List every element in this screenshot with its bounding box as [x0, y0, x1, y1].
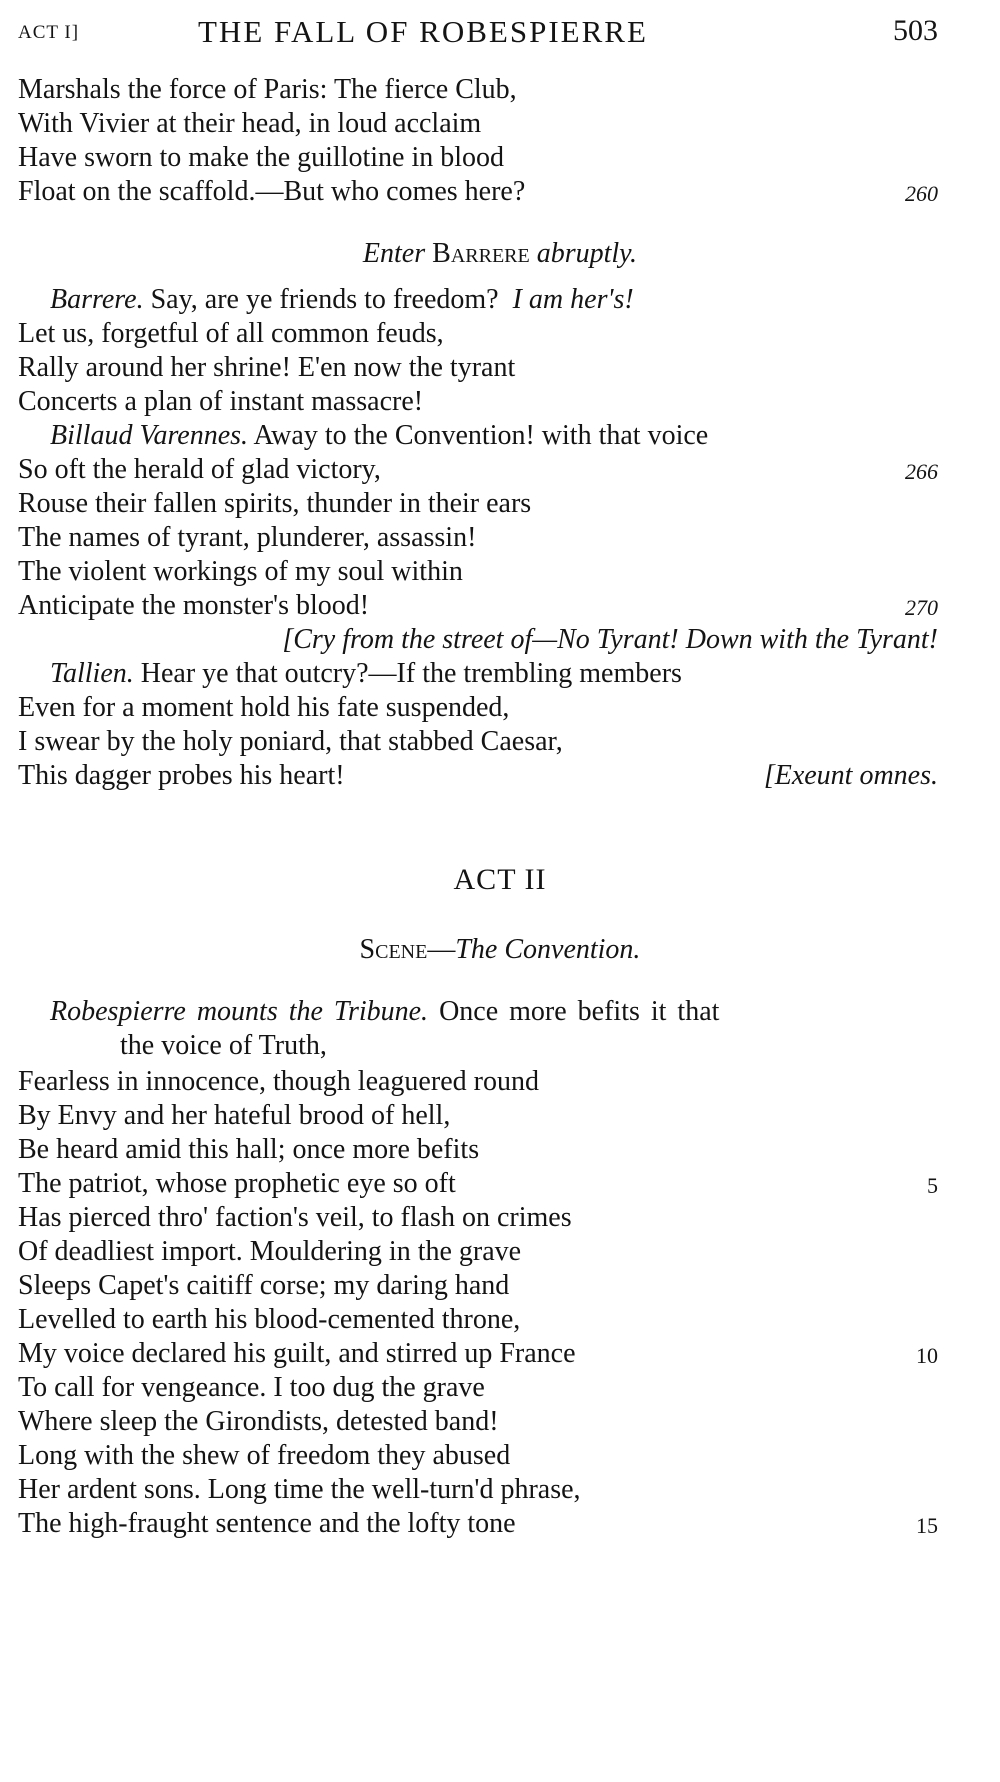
verse-line	[18, 1098, 938, 1134]
verse-line	[18, 1200, 938, 1236]
scene-heading: Scene—The Convention.	[359, 934, 641, 965]
verse-line	[18, 1234, 938, 1270]
verse-line	[18, 1506, 938, 1542]
verse-text: Rouse their fallen spirits, thunder in their ears	[18, 488, 532, 519]
verse-line	[18, 554, 938, 590]
verse-text: Marshals the force of Paris: The fierce Club,	[18, 74, 517, 105]
verse-line	[18, 174, 938, 210]
line-number: 266	[905, 459, 938, 484]
verse-text: the voice of Truth,	[120, 1030, 327, 1061]
verse-text: So oft the herald of glad victory,	[18, 454, 381, 485]
speech-line	[50, 282, 938, 318]
verse-line	[18, 1132, 938, 1168]
speaker-name: Billaud Varennes.	[50, 420, 249, 451]
verse-line	[18, 106, 938, 142]
verse-line	[18, 1404, 938, 1440]
stage-enter-word: Enter	[362, 238, 426, 269]
verse-line	[18, 1336, 938, 1372]
speech-line	[50, 418, 938, 454]
verse-text: To call for vengeance. I too dug the grave	[18, 1372, 485, 1403]
verse-text: Fearless in innocence, though leaguered round	[18, 1066, 539, 1097]
running-header	[18, 8, 938, 52]
verse-text: I swear by the holy poniard, that stabbed Caesar,	[18, 726, 563, 757]
verse-text: With Vivier at their head, in loud acclaim	[18, 108, 482, 139]
line-number: 260	[905, 181, 938, 206]
verse-line	[18, 452, 938, 488]
line-number: 270	[905, 595, 938, 620]
verse-text: Float on the scaffold.—But who comes here?	[18, 176, 526, 207]
header-title: THE FALL OF ROBESPIERRE	[198, 14, 648, 49]
verse-line	[18, 1268, 938, 1304]
verse-line	[18, 690, 938, 726]
verse-text: My voice declared his guilt, and stirred up France	[18, 1338, 576, 1369]
line-number: 10	[916, 1343, 938, 1368]
header-act-label: ACT I]	[18, 22, 80, 43]
verse-text: Let us, forgetful of all common feuds,	[18, 318, 444, 349]
page-number: 503	[893, 14, 938, 47]
verse-line	[18, 72, 938, 108]
stage-direction-text: [Cry from the street of—No Tyrant! Down with the Tyrant!	[282, 624, 938, 655]
stage-direction-cry	[80, 622, 938, 658]
verse-text: Say, are ye friends to freedom?	[150, 284, 499, 315]
verse-text: Where sleep the Girondists, detested band!	[18, 1406, 499, 1437]
verse-text: The names of tyrant, plunderer, assassin!	[18, 522, 477, 553]
stage-direction-exit: [Exeunt omnes.	[763, 760, 938, 791]
speech-line	[50, 656, 938, 692]
verse-text: Away to the Convention! with that voice	[253, 420, 709, 451]
verse-line	[18, 1472, 938, 1508]
line-number: 15	[916, 1513, 938, 1538]
stage-direction-enter	[0, 236, 1000, 272]
verse-line-continuation	[120, 1028, 938, 1064]
speaker-name: Tallien.	[50, 658, 134, 689]
verse-text: Once more befits it that	[439, 996, 720, 1027]
verse-text: Her ardent sons. Long time the well-turn'd phrase,	[18, 1474, 581, 1505]
verse-text: Concerts a plan of instant massacre!	[18, 386, 424, 417]
act-heading	[0, 862, 1000, 898]
verse-line	[18, 1302, 938, 1338]
verse-line	[18, 384, 938, 420]
verse-italic-text: I am her's!	[512, 284, 634, 315]
verse-text: Even for a moment hold his fate suspended,	[18, 692, 510, 723]
stage-character-name: Barrere	[432, 238, 530, 269]
verse-text: Hear ye that outcry?—If the trembling members	[140, 658, 682, 689]
verse-line	[18, 140, 938, 176]
verse-line	[18, 1166, 938, 1202]
verse-line	[18, 588, 938, 624]
verse-text: This dagger probes his heart!	[18, 760, 345, 791]
verse-text: Rally around her shrine! E'en now the tyrant	[18, 352, 516, 383]
verse-text: Of deadliest import. Mouldering in the grave	[18, 1236, 522, 1267]
scene-place: The Convention.	[455, 934, 641, 965]
verse-line	[18, 1064, 938, 1100]
stage-manner: abruptly.	[536, 238, 638, 269]
scene-label: Scene	[359, 934, 428, 965]
verse-line	[18, 724, 938, 760]
verse-text: Sleeps Capet's caitiff corse; my daring hand	[18, 1270, 510, 1301]
verse-text: The patriot, whose prophetic eye so oft	[18, 1168, 456, 1199]
speaker-name: Barrere.	[50, 284, 144, 315]
verse-line	[18, 350, 938, 386]
verse-text: Have sworn to make the guillotine in blood	[18, 142, 505, 173]
verse-text: Be heard amid this hall; once more befits	[18, 1134, 480, 1165]
verse-text: Anticipate the monster's blood!	[18, 590, 370, 621]
verse-text: Long with the shew of freedom they abused	[18, 1440, 511, 1471]
line-number: 5	[927, 1173, 938, 1198]
verse-text: The high-fraught sentence and the lofty tone	[18, 1508, 516, 1539]
verse-text: The violent workings of my soul within	[18, 556, 463, 587]
verse-line	[18, 1438, 938, 1474]
verse-text: Levelled to earth his blood-cemented throne,	[18, 1304, 521, 1335]
verse-line	[18, 316, 938, 352]
stage-direction-inline: Robespierre mounts the Tribune.	[50, 996, 429, 1027]
speech-line	[50, 994, 938, 1030]
verse-line	[18, 520, 938, 556]
verse-line	[18, 1370, 938, 1406]
verse-text: By Envy and her hateful brood of hell,	[18, 1100, 451, 1131]
act-heading-text: ACT II	[453, 863, 547, 896]
verse-line	[18, 486, 938, 522]
verse-text: Has pierced thro' faction's veil, to flash on crimes	[18, 1202, 572, 1233]
verse-line	[18, 758, 938, 794]
